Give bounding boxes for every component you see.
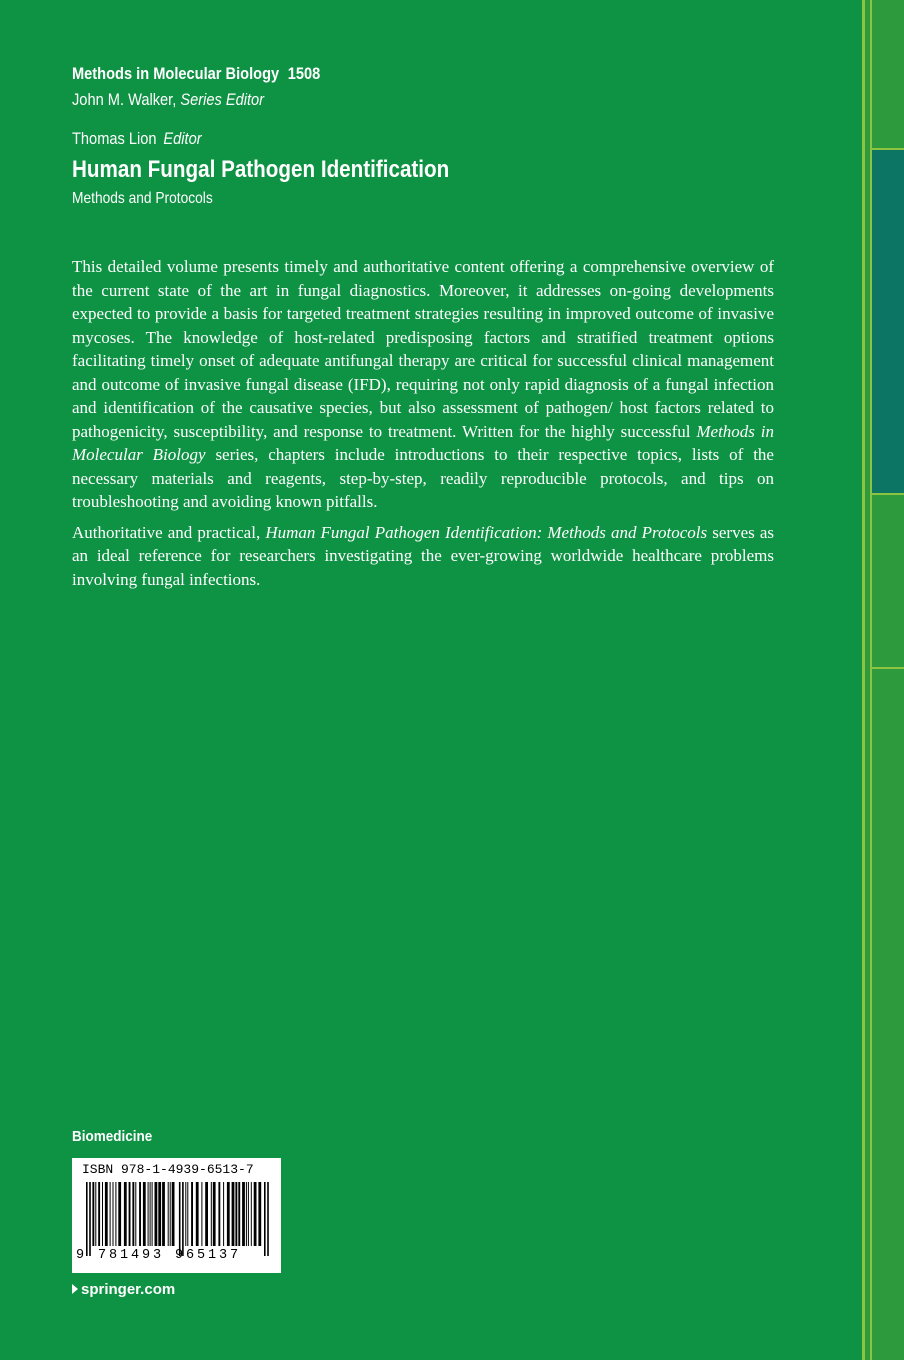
volume-editor-name: Thomas Lion — [72, 129, 157, 148]
barcode-bar — [168, 1182, 169, 1246]
series-editor-name: John M. Walker, — [72, 90, 177, 109]
barcode-bar — [213, 1182, 216, 1246]
isbn-label: ISBN 978-1-4939-6513-7 — [82, 1162, 254, 1177]
barcode-bar — [105, 1182, 108, 1246]
barcode-bar — [170, 1182, 171, 1246]
barcode-bar — [238, 1182, 240, 1246]
barcode-bar — [185, 1182, 186, 1246]
barcode-bar — [139, 1182, 141, 1246]
series-reference: Methods in Molecular Biology — [72, 421, 774, 464]
blurb-text: Authoritative and practical, — [72, 522, 261, 542]
blurb-text: series, chapters include introductions to their respective topics, lists of the necessary materials and reagents, step-by-step, readily reproducible protocols, and tips on troubleshooting and avoiding known pitfalls. — [72, 445, 774, 511]
barcode-bar — [258, 1182, 261, 1246]
spine-divider — [872, 493, 904, 495]
barcode-bar — [98, 1182, 100, 1246]
barcode-bar — [152, 1182, 153, 1246]
ean-digits: 9 781493 965137 — [76, 1248, 242, 1263]
barcode-bars — [84, 1182, 270, 1256]
barcode-bar — [113, 1182, 114, 1246]
barcode-bar — [264, 1182, 266, 1256]
barcode-bar — [143, 1182, 146, 1246]
barcode-bar — [182, 1182, 184, 1256]
barcode-bar — [92, 1182, 94, 1246]
barcode-bar — [242, 1182, 245, 1246]
book-title: Human Fungal Pathogen Identification — [72, 156, 450, 183]
barcode-bar — [218, 1182, 220, 1246]
spine-divider — [872, 667, 904, 669]
barcode-bar — [102, 1182, 103, 1246]
subject-category: Biomedicine — [72, 1128, 153, 1145]
barcode-bar — [267, 1182, 269, 1256]
barcode-bar — [124, 1182, 127, 1246]
series-number: 1508 — [287, 64, 321, 83]
title-reference: Human Fungal Pathogen Identification: Methods and Protocols — [265, 522, 708, 542]
blurb — [72, 255, 774, 591]
isbn-barcode — [72, 1158, 281, 1273]
barcode-bar — [246, 1182, 247, 1246]
barcode-bar — [232, 1182, 235, 1246]
barcode-bar — [254, 1182, 257, 1246]
barcode-bar — [251, 1182, 252, 1246]
barcode-bar — [95, 1182, 96, 1246]
blurb-paragraph-2 — [72, 521, 774, 592]
barcode-bar — [211, 1182, 212, 1246]
barcode-bar — [115, 1182, 116, 1246]
series-editor — [72, 90, 264, 110]
series-editor-role: Series Editor — [180, 90, 265, 109]
barcode-bar — [155, 1182, 158, 1246]
barcode-bar — [148, 1182, 149, 1246]
barcode-bar — [129, 1182, 131, 1246]
website-text: springer.com — [81, 1281, 176, 1298]
arrow-right-icon — [72, 1284, 78, 1294]
volume-editor — [72, 129, 202, 149]
barcode-bar — [135, 1182, 136, 1246]
barcode-bar — [89, 1182, 91, 1256]
book-subtitle: Methods and Protocols — [72, 190, 213, 207]
barcode-bar — [132, 1182, 134, 1246]
barcode-bar — [196, 1182, 199, 1246]
blurb-text: This detailed volume presents timely and authoritative content offering a comprehensive overview of the current state of the art in fungal diagnostics. Moreover, it addresses on-going developments expected to provide a basis for targeted treatment strategies resulting in improved outcome of invasive mycoses. The knowledge of host-related predisposing factors and stratified treatment options facilitating timely onset of adequate antifungal therapy are critical for successful clinical management and outcome of invasive fungal disease (IFD), requiring not only rapid diagnosis of a fungal infection and identification of the causative species, but also assessment of pathogen/ host factors related to pathogenicity, susceptibility, and response to treatment. Written for the highly successful — [72, 257, 774, 441]
spine-divider — [872, 148, 904, 150]
barcode-bar — [205, 1182, 208, 1246]
barcode-bar — [162, 1182, 165, 1246]
barcode-bar — [187, 1182, 188, 1246]
volume-editor-role: Editor — [163, 129, 202, 148]
barcode-bar — [110, 1182, 111, 1246]
spine-teal-block — [872, 150, 904, 493]
series-title — [72, 64, 320, 84]
barcode-bar — [191, 1182, 193, 1246]
series-name: Methods in Molecular Biology — [72, 64, 280, 83]
blurb-text: serves as an ideal reference for researchers investigating the ever-growing worldwide healthcare problems involving fungal infections. — [72, 522, 775, 589]
barcode-bar — [86, 1182, 88, 1256]
barcode-bar — [118, 1182, 121, 1246]
barcode-bar — [248, 1182, 249, 1246]
barcode-bar — [179, 1182, 181, 1256]
barcode-bar — [223, 1182, 224, 1246]
blurb-paragraph-1 — [72, 255, 774, 514]
barcode-bar — [235, 1182, 237, 1246]
barcode-bar — [172, 1182, 175, 1246]
website-link[interactable] — [72, 1281, 175, 1298]
barcode-bar — [201, 1182, 202, 1246]
barcode-bar — [227, 1182, 230, 1246]
spine-line — [862, 0, 865, 1360]
barcode-bar — [150, 1182, 151, 1246]
barcode-bar — [158, 1182, 161, 1246]
